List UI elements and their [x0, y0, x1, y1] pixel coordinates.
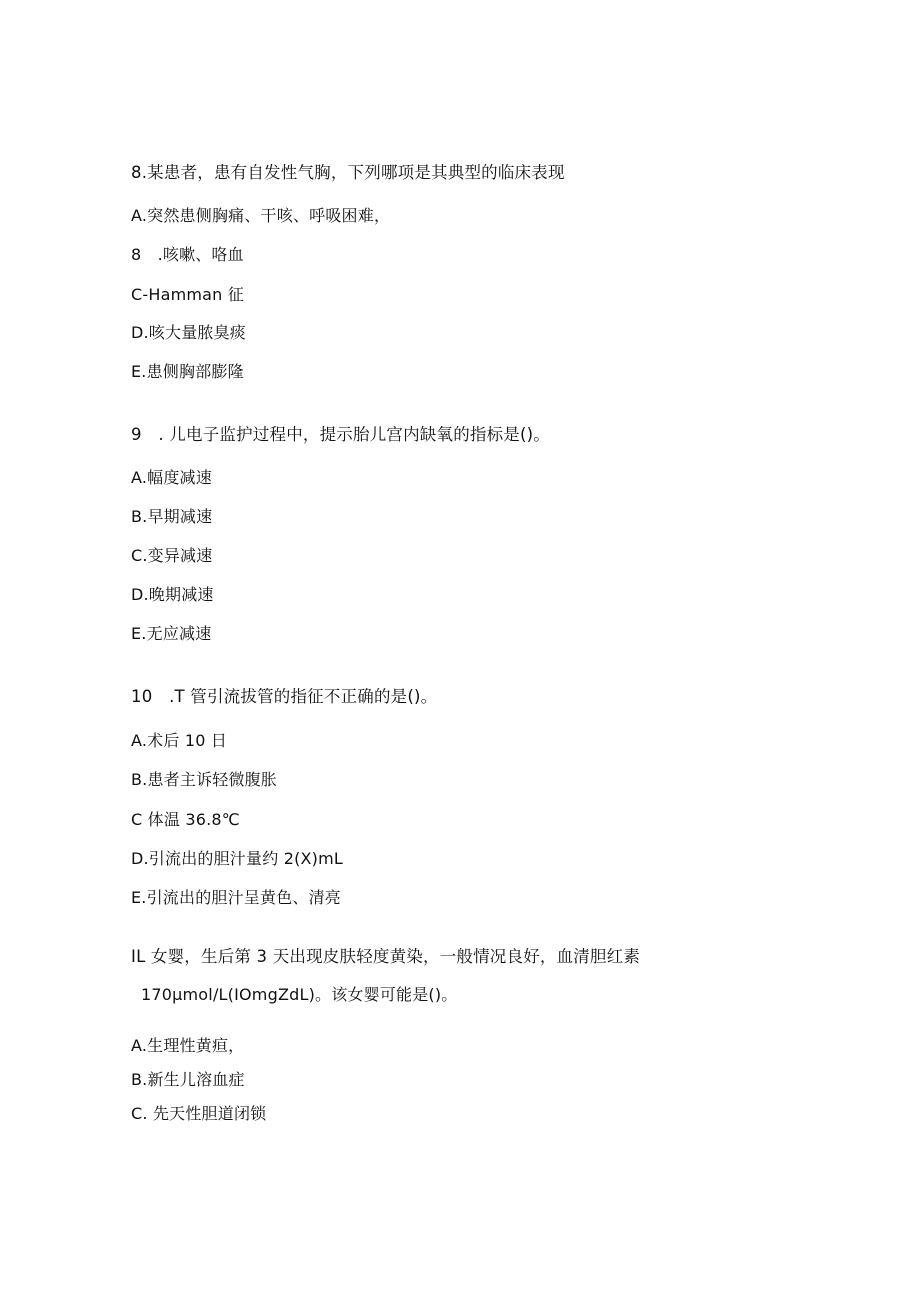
question-9-option-a: A.幅度减速	[131, 468, 212, 487]
question-10-option-d: D.引流出的胆汁量约 2(X)mL	[131, 849, 344, 868]
question-10-option-a: A.术后 10 日	[131, 731, 228, 750]
question-11-option-b: B.新生儿溶血症	[131, 1070, 245, 1089]
question-10-option-c: C 体温 36.8℃	[131, 810, 240, 829]
question-8-option-d: D.咳大量脓臭痰	[131, 323, 247, 342]
question-8-option-b: 8 .咳嗽、咯血	[131, 245, 244, 264]
question-10-option-b: B.患者主诉轻微腹胀	[131, 770, 278, 789]
question-9-option-b: B.早期减速	[131, 507, 213, 526]
question-9-option-e: E.无应减速	[131, 624, 212, 643]
question-10-option-e: E.引流出的胆汁呈黄色、清亮	[131, 888, 341, 907]
question-11-stem-line-1: IL 女婴，生后第 3 天出现皮肤轻度黄染，一般情况良好，血清胆红素	[131, 947, 641, 966]
question-9-option-c: C.变异减速	[131, 546, 213, 565]
question-8-option-a: A.突然患侧胸痛、干咳、呼吸困难，	[131, 206, 391, 225]
question-10-stem: 10 .T 管引流拔管的指征不正确的是()。	[131, 687, 438, 706]
question-9-option-d: D.晚期减速	[131, 585, 214, 604]
question-8-option-e: E.患侧胸部膨隆	[131, 362, 244, 381]
question-11-option-a: A.生理性黄疸，	[131, 1036, 245, 1055]
question-11-stem-line-2: 170μmol∕L(IOmgZdL)。该女婴可能是()。	[141, 985, 458, 1004]
question-8-option-c: C-Hamman 征	[131, 285, 244, 304]
question-9-stem: 9 . 儿电子监护过程中，提示胎儿宫内缺氧的指标是()。	[131, 425, 550, 444]
question-8-stem: 8.某患者，患有自发性气胸，下列哪项是其典型的临床表现	[131, 163, 565, 182]
question-11-option-c: C. 先天性胆道闭锁	[131, 1104, 267, 1123]
